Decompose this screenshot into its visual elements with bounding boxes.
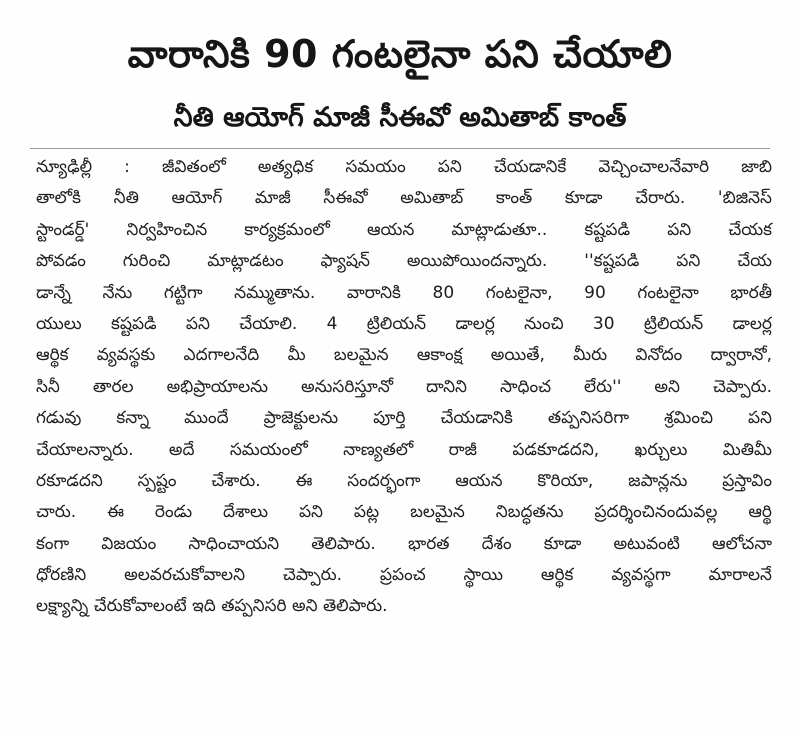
article-line: రకూడదని స్పష్టం చేశారు. ఈ సందర్భంగా ఆయన కొరియా, జపాన్లను ప్రస్తావిం (36, 470, 772, 491)
article-line: న్యూఢిల్లీ : జీవితంలో అత్యధిక సమయం పని చేయడానికే వెచ్చించాలనేవారి జాబి (36, 157, 772, 177)
article-line: తాలోకి నీతి ఆయోగ్ మాజీ సీఈవో అమితాబ్ కాంత్ కూడా చేరారు. 'బిజినెస్ (36, 188, 772, 209)
article-line: గడువు కన్నా ముందే ప్రాజెక్టులను పూర్తి చేయడానికి తప్పనిసరిగా శ్రమించి పని (36, 408, 772, 429)
article-line: డాన్నే నేను గట్టిగా నమ్ముతాను. వారానికి 80 గంటలైనా, 90 గంటలైనా భారతీ (36, 282, 772, 303)
article-line: ఆర్థిక వ్యవస్థకు ఎదగాలనేది మీ బలమైన ఆకాంక్ష అయితే, మీరు వినోదం ద్వారానో, (36, 345, 772, 366)
article-line: పోవడం గురించి మాట్లాడటం ఫ్యాషన్ అయిపోయిందన్నారు. ''కష్టపడి పని చేయ (36, 251, 772, 272)
article-line: స్టాండర్డ్' నిర్వహించిన కార్యక్రమంలో ఆయన మాట్లాడుతూ.. కష్టపడి పని చేయక (36, 219, 772, 240)
divider-line (30, 148, 770, 149)
article-line: కంగా విజయం సాధించాయని తెలిపారు. భారత దేశం కూడా అటువంటి ఆలోచనా (36, 533, 772, 554)
article-line: ధోరణిని అలవరచుకోవాలని చెప్పారు. ప్రపంచ స్థాయి ఆర్థిక వ్యవస్థగా మారాలనే (36, 565, 772, 586)
article-line: చారు. ఈ రెండు దేశాలు పని పట్ల బలమైన నిబద్ధతను ప్రదర్శించినందువల్ల ఆర్థి (36, 502, 772, 523)
article-line: లక్ష్యాన్ని చేరుకోవాలంటే ఇది తప్పనిసరి అని తెలిపారు. (36, 596, 388, 617)
headline: వారానికి 90 గంటలైనా పని చేయాలి (127, 32, 673, 76)
article-line: యులు కష్టపడి పని చేయాలి. 4 ట్రిలియన్ డాలర్ల నుంచి 30 ట్రిలియన్ డాలర్ల (36, 313, 772, 334)
article-line: సినీ తారల అభిప్రాయాలను అనుసరిస్తూనో దానిని సాధించ లేరు'' అని చెప్పారు. (36, 376, 772, 397)
article-body (36, 152, 772, 623)
article-line: చేయాలన్నారు. అదే సమయంలో నాణ్యతలో రాజీ పడకూడదని, ఖర్చులు మితిమీ (36, 439, 772, 460)
subheadline: నీతి ఆయోగ్ మాజీ సీఈవో అమితాబ్ కాంత్ (173, 102, 627, 133)
